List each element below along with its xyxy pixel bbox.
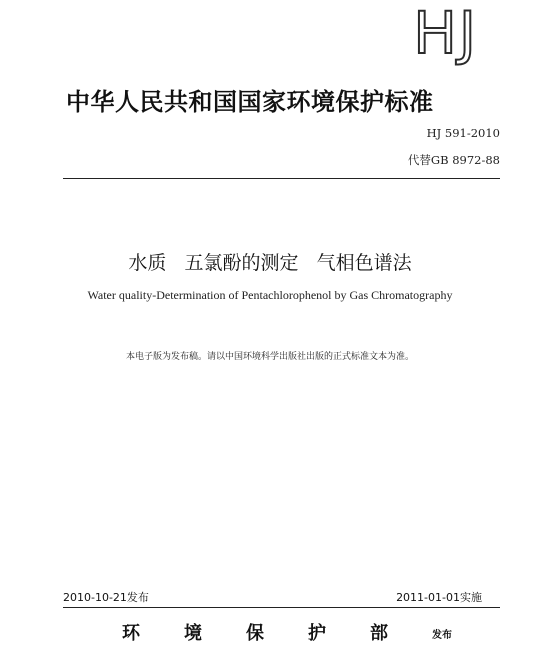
country-standard-title: 中华人民共和国国家环境保护标准 [66, 88, 434, 116]
header-divider [63, 178, 500, 179]
document-title-chinese: 水质 五氯酚的测定 气相色谱法 [128, 252, 412, 274]
replaces-standard: 代替GB 8972-88 [407, 153, 500, 167]
standard-code: HJ 591-2010 [426, 126, 500, 140]
implementation-date: 2011-01-01实施 [396, 591, 482, 604]
ministry-char: 环 [122, 623, 140, 644]
issuing-ministry [122, 619, 432, 645]
standard-logo: HJ [413, 0, 478, 67]
footer-divider [63, 607, 500, 608]
publish-label: 发布 [432, 630, 452, 641]
issue-date: 2010-10-21发布 [63, 591, 149, 604]
ministry-char: 境 [184, 623, 202, 644]
ministry-char: 护 [308, 623, 326, 644]
document-title-english: Water quality-Determination of Pentachlorophenol by Gas Chromatography [87, 288, 453, 302]
ministry-char: 保 [246, 623, 264, 644]
ministry-char: 部 [370, 623, 388, 644]
electronic-version-notice: 本电子版为发布稿。请以中国环境科学出版社出版的正式标准文本为准。 [125, 352, 414, 362]
